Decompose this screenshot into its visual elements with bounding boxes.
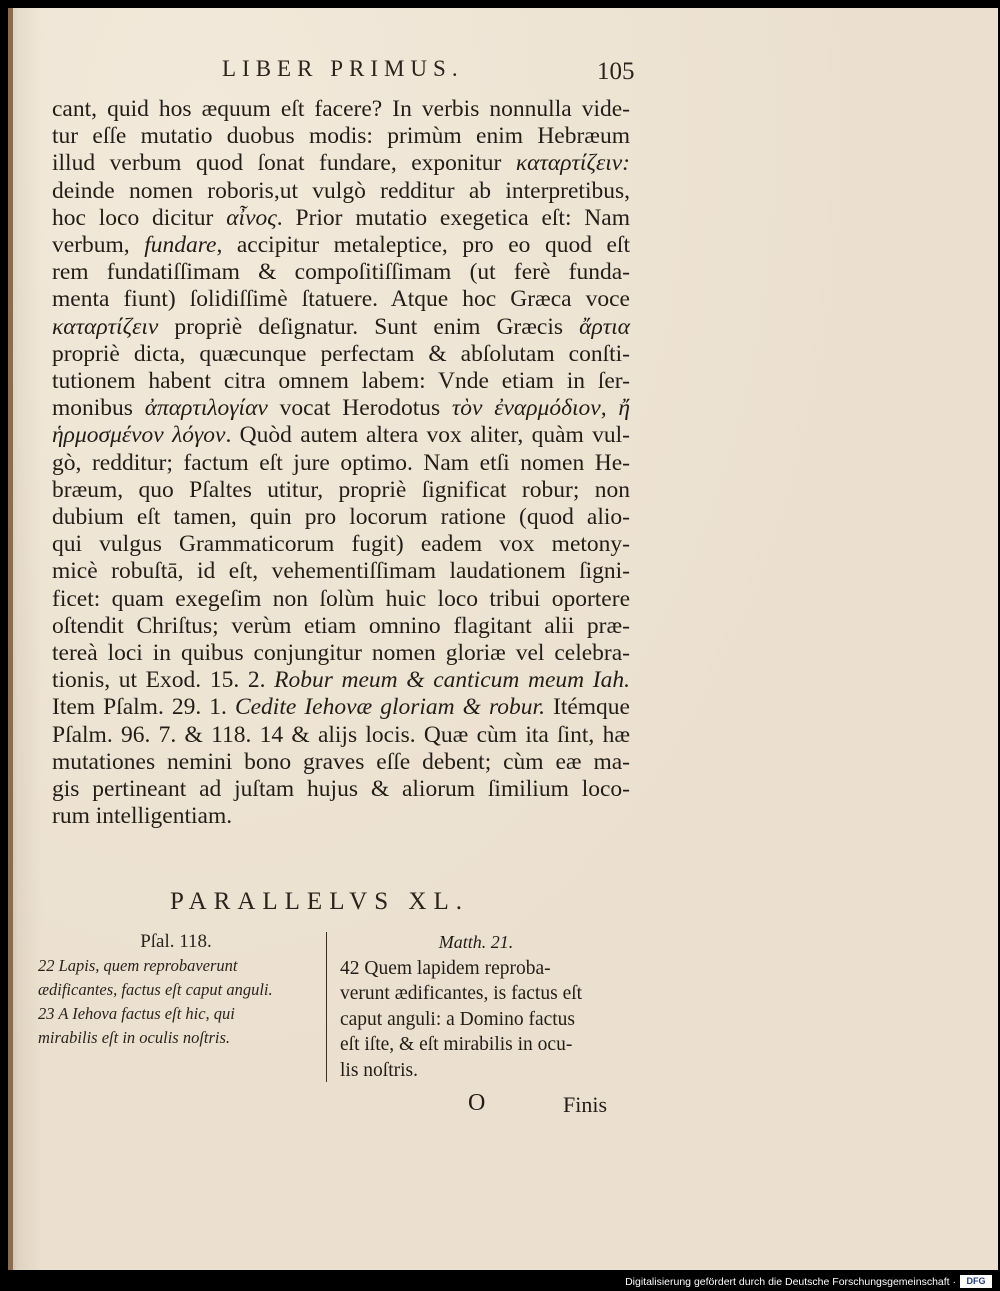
dfg-logo: DFG — [960, 1275, 992, 1288]
right-column-line: lis noſtris. — [340, 1059, 419, 1081]
body-line — [52, 694, 630, 721]
text-run: Item Pſalm. 29. 1. — [52, 694, 235, 721]
text-run: ficet: quam exegeſim non ſolùm huic loco tribui oportere — [52, 585, 630, 612]
left-column-heading: Pſal. 118. — [140, 931, 212, 952]
text-run: tionis, ut Exod. 15. 2. — [52, 667, 275, 694]
italic-quote: fundare — [144, 232, 217, 259]
text-run: rum intelligentiam. — [52, 803, 233, 830]
body-line — [52, 477, 630, 504]
body-line — [52, 722, 630, 749]
catchword: Finis — [563, 1092, 608, 1117]
body-line — [52, 586, 630, 613]
greek-word: τὸν ἐναρμόδιον, ἤ — [451, 395, 630, 422]
body-line — [52, 205, 630, 232]
text-run: dubium eſt tamen, quin pro locorum ratione (quod alio- — [52, 504, 630, 531]
body-line — [52, 150, 630, 177]
left-column-line: 23 A Iehova factus eſt hic, qui — [38, 1004, 235, 1023]
left-column-psalm — [38, 930, 314, 1050]
text-run: oſtendit Chriſtus; verùm etiam omnino flagitant alii præ- — [52, 612, 630, 639]
body-line — [52, 640, 630, 667]
text-run: propriè dicta, quæcunque perfectam & abſolutam conſti- — [52, 340, 630, 367]
running-title: LIBER PRIMUS. — [222, 56, 464, 81]
signature-mark: O — [468, 1090, 486, 1116]
text-run: tereà loci in quibus conjungitur nomen gloriæ vel celebra- — [52, 640, 630, 667]
page-number: 105 — [597, 58, 635, 85]
italic-quote: Robur meum & canticum meum Iah. — [274, 667, 630, 694]
digitization-credit: Digitalisierung gefördert durch die Deutsche Forschungsgemeinschaft · — [625, 1276, 956, 1288]
left-column-line: ædificantes, factus eſt caput anguli. — [38, 980, 273, 999]
text-run: gis pertineant ad juſtam hujus & aliorum ſimilium loco- — [52, 776, 630, 803]
greek-word: ἀπαρτιλογίαν — [144, 395, 268, 422]
text-run: . Quòd autem altera vox aliter, quàm vul- — [225, 422, 631, 449]
right-column-line: eſt iſte, & eſt mirabilis in ocu- — [340, 1034, 573, 1055]
text-run: qui vulgus Grammaticorum fugit) eadem vox metony- — [52, 531, 630, 558]
text-run: Pſalm. 96. 7. & 118. 14 & alijs locis. Quæ cùm ita ſint, hæ — [52, 721, 630, 748]
body-line — [52, 368, 630, 395]
body-line — [52, 667, 630, 694]
body-line — [52, 259, 630, 286]
italic-quote: Cedite Iehovæ gloriam & robur. — [234, 694, 545, 721]
text-run: tur eſſe mutatio duobus modis: primùm enim Hebræum — [52, 123, 630, 150]
body-line — [52, 232, 630, 259]
body-line — [52, 286, 630, 313]
text-run: gò, redditur; factum eſt jure optimo. Nam etſi nomen He- — [52, 449, 630, 476]
text-run: propriè deſignatur. Sunt enim Græcis — [158, 313, 580, 340]
text-run: Itémque — [544, 694, 630, 721]
right-column-heading: Matth. 21. — [438, 932, 514, 952]
body-line — [52, 96, 630, 123]
body-line — [52, 178, 630, 205]
body-line — [52, 749, 630, 776]
right-column-line: verunt ædificantes, is factus eſt — [340, 983, 583, 1004]
main-text-block — [52, 96, 630, 830]
greek-word: καταρτίζειν: — [515, 150, 630, 177]
body-line — [52, 613, 630, 640]
text-run: cant, quid hos æquum eſt facere? In verbis nonnulla vide- — [52, 96, 630, 122]
text-run: deinde nomen roboris,ut vulgò redditur ab interpretibus, — [52, 177, 630, 204]
text-run: monibus — [52, 395, 145, 422]
greek-word: καταρτίζειν — [52, 313, 159, 340]
body-line — [52, 341, 630, 368]
body-line — [52, 531, 630, 558]
text-run: illud verbum quod ſonat fundare, exponitur — [52, 150, 516, 177]
text-run: micè robuſtā, id eſt, vehementiſſimam laudationem ſigni- — [52, 558, 630, 585]
body-line — [52, 123, 630, 150]
right-column-matthew — [340, 930, 612, 1083]
text-run: verbum, — [52, 232, 145, 259]
text-run: tutionem habent citra omnem labem: Vnde etiam in ſer- — [52, 368, 630, 395]
section-heading: PARALLELVS XL. — [170, 888, 469, 915]
greek-word: ἄρτια — [579, 313, 630, 340]
column-divider — [326, 932, 327, 1082]
text-run: mutationes nemini bono graves eſſe debent; cùm eæ ma- — [52, 748, 630, 775]
body-line — [52, 422, 630, 449]
right-column-line: 42 Quem lapidem reproba- — [340, 957, 551, 979]
body-line — [52, 450, 630, 477]
text-run: menta fiunt) ſolidiſſimè ſtatuere. Atque hoc Græca voce — [52, 286, 630, 313]
right-column-line: caput anguli: a Domino factus — [340, 1008, 576, 1030]
greek-word: ἡρμοσμένον λόγον — [52, 422, 226, 449]
text-run: , accipitur metaleptice, pro eo quod eſt — [216, 232, 630, 259]
left-column-line: mirabilis eſt in oculis noſtris. — [38, 1028, 231, 1047]
text-run: rem fundatiſſimam & compoſitiſſimam (ut ferè funda- — [52, 259, 630, 286]
left-column-line: 22 Lapis, quem reprobaverunt — [38, 956, 238, 975]
body-line — [52, 504, 630, 531]
body-line — [52, 803, 630, 830]
text-run: . Prior mutatio exegetica eſt: Nam — [276, 204, 630, 231]
body-line — [52, 395, 630, 422]
body-line — [52, 776, 630, 803]
text-run: hoc loco dicitur — [52, 204, 227, 231]
text-run: vocat Herodotus — [267, 395, 452, 422]
greek-word: αἶνος — [226, 204, 277, 231]
page-edge-shadow — [8, 8, 13, 1270]
text-run: bræum, quo Pſaltes utitur, propriè ſignificat robur; non — [52, 476, 630, 503]
body-line — [52, 558, 630, 585]
body-line — [52, 314, 630, 341]
